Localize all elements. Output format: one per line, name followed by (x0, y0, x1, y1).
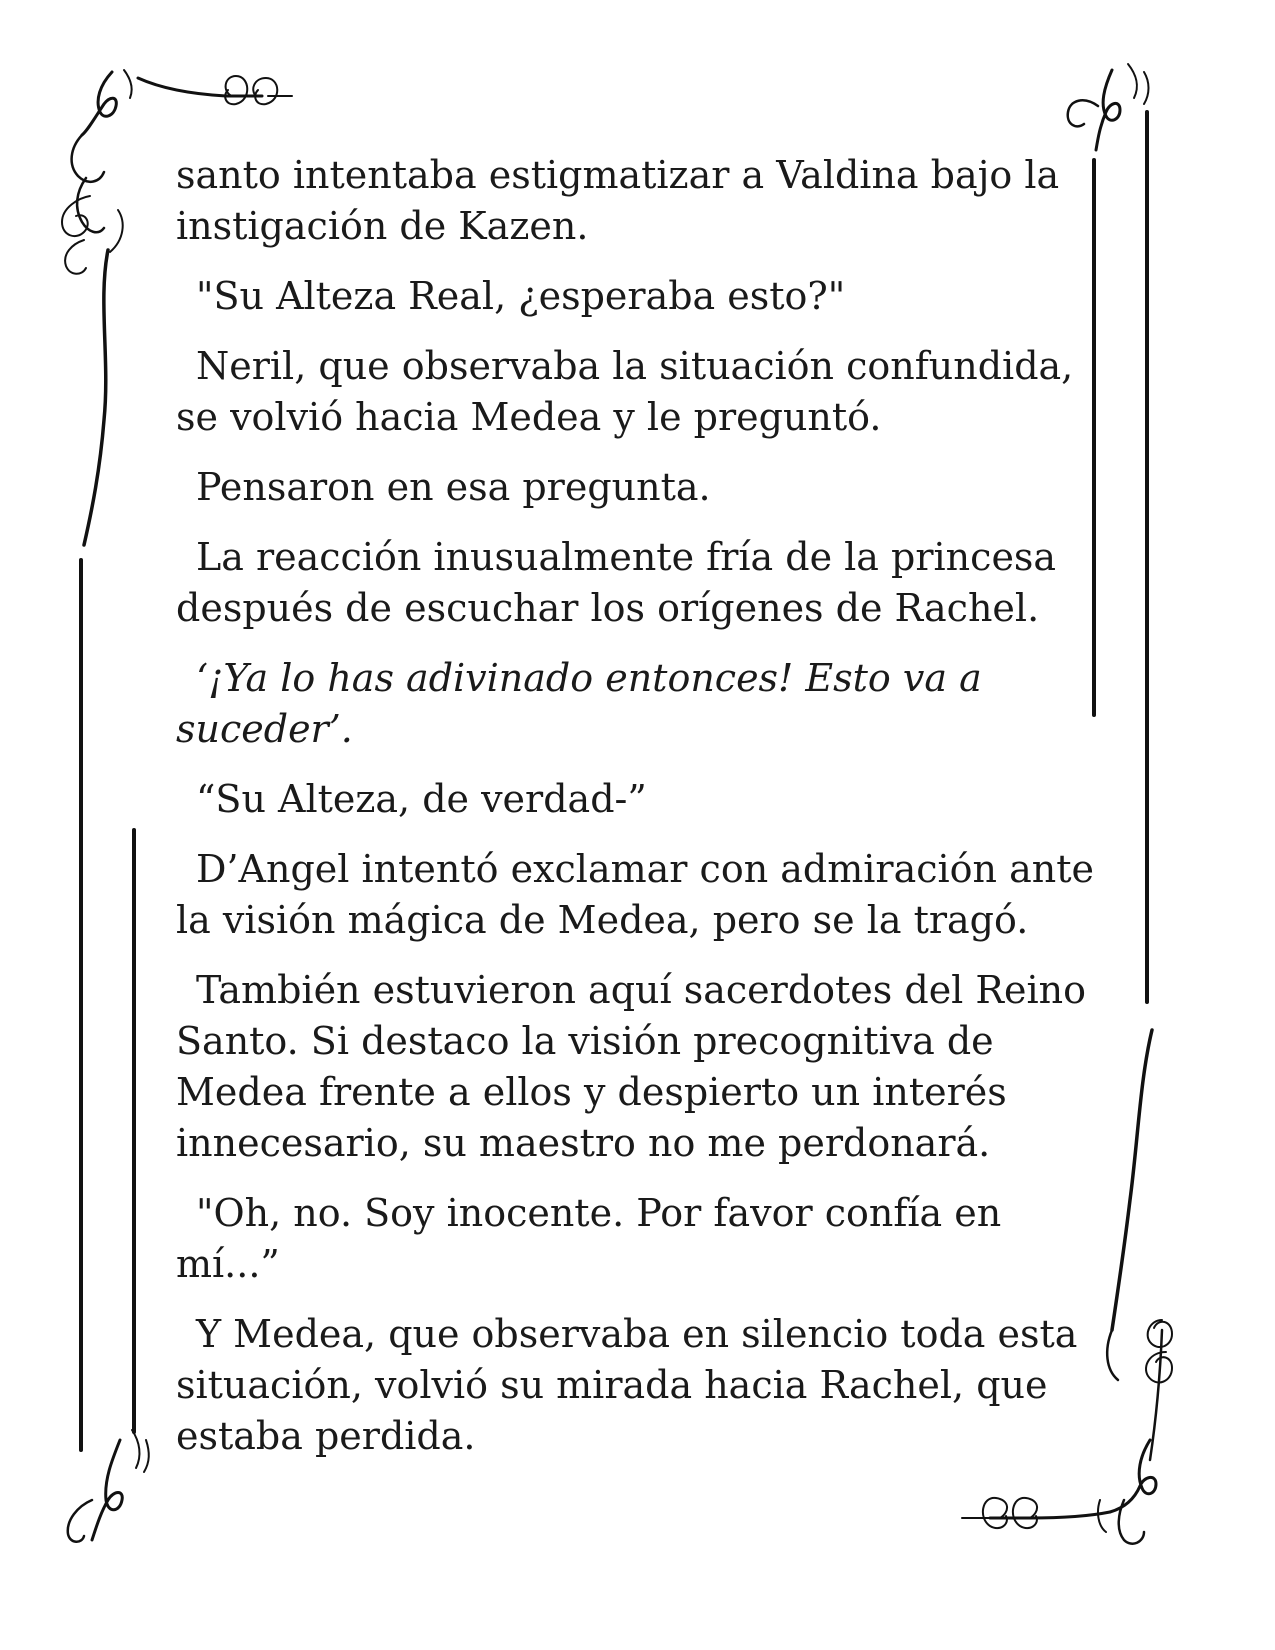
paragraph (176, 150, 1096, 252)
text-line: "Su Alteza Real, ¿esperaba esto?" (196, 274, 846, 318)
text-line: santo intentaba estigmatizar a Valdina bajo la (176, 153, 1060, 197)
text-line: Medea frente a ellos y despierto un interés (176, 1070, 1007, 1114)
text-line: La reacción inusualmente fría de la princesa (196, 535, 1057, 579)
text-line: D’Angel intentó exclamar con admiración ante (196, 847, 1094, 891)
paragraph (176, 532, 1096, 634)
text-line: ‘¡Ya lo has adivinado entonces! Esto va a (196, 656, 982, 700)
inner-thought-paragraph (176, 653, 1096, 755)
text-line: suceder’. (176, 707, 353, 751)
text-line: estaba perdida. (176, 1414, 476, 1458)
text-line: situación, volvió su mirada hacia Rachel, que (176, 1363, 1048, 1407)
text-line: instigación de Kazen. (176, 204, 589, 248)
text-line: después de escuchar los orígenes de Rachel. (176, 586, 1040, 630)
text-line: También estuvieron aquí sacerdotes del Reino (196, 968, 1087, 1012)
chapter-text (176, 150, 1096, 1481)
paragraph (176, 462, 1096, 513)
dialogue-paragraph (176, 774, 1096, 825)
text-line: "Oh, no. Soy inocente. Por favor confía en (196, 1191, 1002, 1235)
text-line: Santo. Si destaco la visión precognitiva de (176, 1019, 994, 1063)
paragraph (176, 1309, 1096, 1462)
text-line: innecesario, su maestro no me perdonará. (176, 1121, 991, 1165)
text-line: Pensaron en esa pregunta. (196, 465, 711, 509)
paragraph (176, 341, 1096, 443)
flourish-bottom-left (68, 1430, 149, 1542)
text-line: se volvió hacia Medea y le preguntó. (176, 395, 882, 439)
text-line: mí...” (176, 1242, 280, 1286)
paragraph (176, 844, 1096, 946)
text-line: la visión mágica de Medea, pero se la tragó. (176, 898, 1029, 942)
flourish-top-right (1068, 64, 1149, 150)
paragraph (176, 965, 1096, 1169)
text-line: “Su Alteza, de verdad-” (196, 777, 647, 821)
text-line: Y Medea, que observaba en silencio toda esta (196, 1312, 1078, 1356)
dialogue-paragraph (176, 271, 1096, 322)
text-line: Neril, que observaba la situación confundida, (196, 344, 1074, 388)
dialogue-paragraph (176, 1188, 1096, 1290)
